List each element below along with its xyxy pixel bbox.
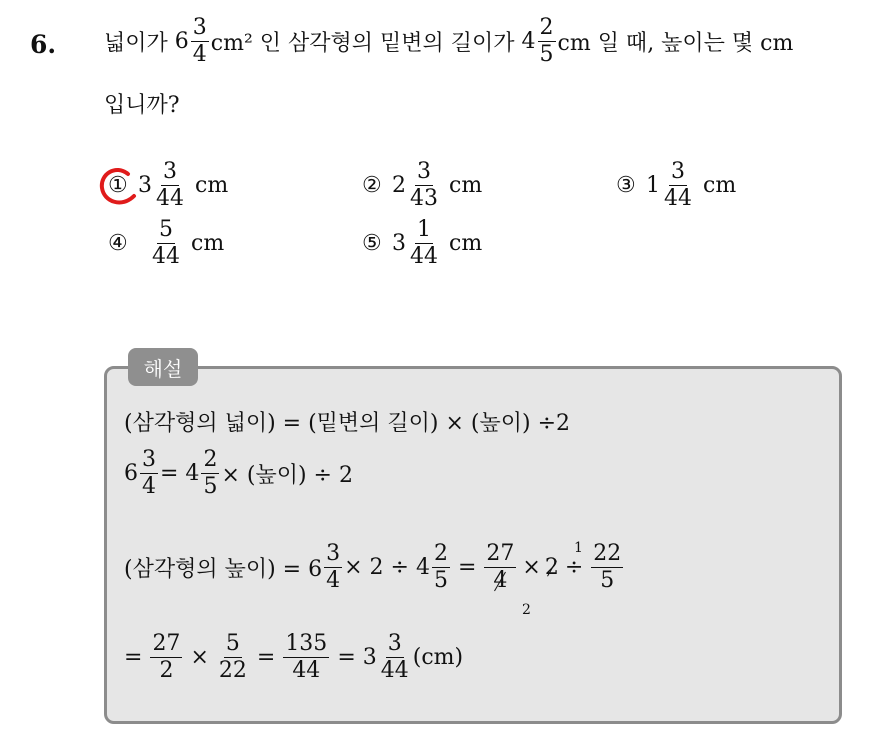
choice-marker: ④ [108, 231, 128, 257]
sol4-num-4: 3 [386, 632, 404, 658]
base-denominator: 5 [539, 42, 554, 68]
question-text-3: cm 일 때, 높이는 몇 cm [557, 31, 794, 57]
sol3-fraction-3 [484, 542, 516, 593]
sol2-whole: 6 [124, 461, 138, 487]
sol2-den-2: 5 [203, 474, 218, 500]
sol3-fraction-2 [432, 542, 450, 593]
cancel-result-top: 1 [574, 540, 583, 556]
sol3-mid: × 2 ÷ 4 [344, 555, 430, 581]
solution-line-1: (삼각형의 넓이) = (밑변의 길이) × (높이) ÷2 [124, 411, 571, 436]
choice-denominator: 44 [156, 186, 184, 212]
base-whole: 4 [521, 29, 536, 55]
sol4-den-2: 22 [218, 658, 247, 684]
choice-unit: cm [449, 231, 483, 257]
sol3-den-3-cancelled: 4 [493, 568, 508, 594]
sol3-den-2: 5 [433, 568, 448, 594]
choice-numerator: 3 [415, 160, 433, 186]
choice-unit: cm [195, 173, 229, 199]
sol3-num-1: 3 [324, 542, 342, 568]
sol3-equals: = [457, 555, 477, 581]
sol3-num-3: 27 [484, 542, 516, 568]
question-line-2: 입니까? [104, 93, 180, 118]
sol2-fraction-2 [201, 448, 219, 499]
sol4-den-1: 2 [159, 658, 174, 684]
base-numerator: 2 [538, 16, 556, 42]
choice-marker: ⑤ [362, 231, 382, 257]
question-text-2: cm² 인 삼각형의 밑변의 길이가 [210, 31, 515, 57]
choice-whole: 2 [392, 173, 406, 199]
choice-numerator: 3 [669, 160, 687, 186]
sol4-den-3: 44 [292, 658, 321, 684]
choice-numerator: 5 [157, 218, 175, 244]
choice-unit: cm [191, 231, 225, 257]
answer-check-mark [98, 166, 142, 210]
sol4-equals-3: = 3 [337, 645, 377, 671]
area-fraction [191, 16, 209, 67]
choice-numerator: 1 [415, 218, 433, 244]
choice-numerator: 3 [161, 160, 179, 186]
base-fraction [538, 16, 556, 67]
sol4-fraction-1 [150, 632, 182, 683]
choice-denominator: 44 [152, 244, 180, 270]
choice-marker: ② [362, 173, 382, 199]
solution-line-4 [124, 632, 463, 683]
sol3-divide: ÷ [564, 555, 584, 581]
choice-4[interactable] [108, 218, 224, 269]
choice-unit: cm [703, 173, 737, 199]
sol4-fraction-2 [217, 632, 249, 683]
sol2-num-2: 2 [201, 448, 219, 474]
sol2-den-1: 4 [142, 474, 156, 500]
choice-fraction [150, 218, 182, 269]
sol3-fraction-1 [324, 542, 342, 593]
choice-marker: ③ [616, 173, 636, 199]
sol3-lead: (삼각형의 높이) = 6 [124, 557, 323, 583]
choice-denominator: 44 [664, 186, 692, 212]
choice-whole: 1 [646, 173, 660, 199]
solution-line-3 [124, 542, 625, 593]
choice-fraction [662, 160, 694, 211]
sol4-times: × [190, 645, 209, 671]
question-line-1 [104, 16, 793, 67]
choice-denominator: 43 [410, 186, 438, 212]
area-whole: 6 [174, 29, 189, 55]
choice-5[interactable] [362, 218, 482, 269]
solution-line-2 [124, 448, 353, 499]
sol3-times: × [522, 555, 541, 581]
area-denominator: 4 [192, 42, 207, 68]
sol3-den-4: 5 [600, 568, 615, 594]
sol3-two-cancelled: 2 [544, 555, 559, 581]
question-text-1: 넓이가 [104, 31, 168, 57]
sol4-num-1: 27 [150, 632, 182, 658]
sol2-num-1: 3 [140, 448, 158, 474]
choice-marker: ① [108, 173, 128, 199]
choice-fraction [408, 218, 440, 269]
choice-fraction [408, 160, 440, 211]
choice-whole: 3 [138, 173, 152, 199]
sol3-den-1: 4 [326, 568, 341, 594]
sol4-fraction-3 [283, 632, 329, 683]
choice-fraction [154, 160, 186, 211]
area-numerator: 3 [191, 16, 209, 42]
choice-whole: 3 [392, 231, 406, 257]
sol4-den-4: 44 [380, 658, 409, 684]
sol4-num-3: 135 [283, 632, 329, 658]
sol4-equals-1: = [124, 645, 143, 671]
sol2-equals: = 4 [160, 461, 200, 487]
sol4-num-2: 5 [224, 632, 242, 658]
sol4-equals-2: = [256, 645, 276, 671]
sol3-fraction-4 [591, 542, 623, 593]
sol3-num-2: 2 [432, 542, 450, 568]
sol4-unit: (cm) [412, 645, 464, 671]
choice-denominator: 44 [410, 244, 438, 270]
cancel-result-bottom: 2 [522, 602, 531, 618]
sol4-fraction-4 [379, 632, 411, 683]
sol2-fraction-1 [140, 448, 158, 499]
choice-3[interactable] [616, 160, 736, 211]
solution-tag: 해설 [128, 348, 198, 386]
choice-2[interactable] [362, 160, 482, 211]
question-number: 6. [30, 30, 57, 59]
sol3-num-4: 22 [591, 542, 623, 568]
choice-unit: cm [449, 173, 483, 199]
sol2-rest: × (높이) ÷ 2 [221, 463, 353, 489]
